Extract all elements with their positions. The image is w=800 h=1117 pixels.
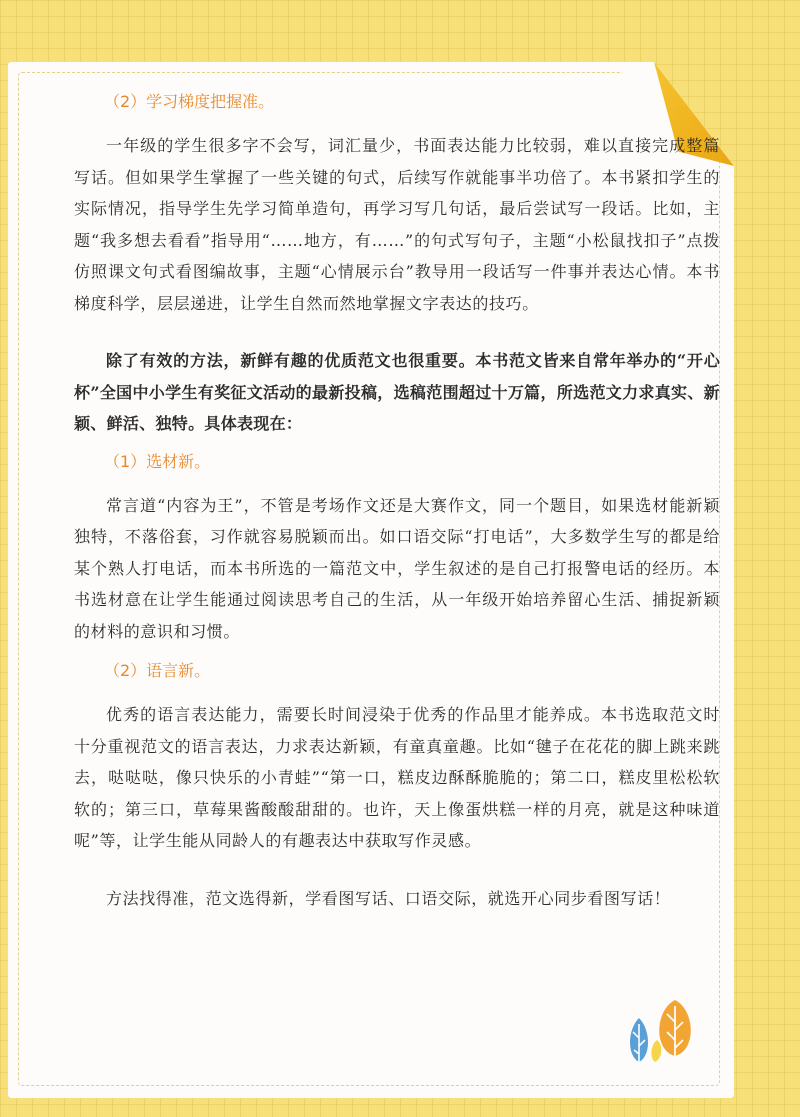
body-paragraph: 优秀的语言表达能力，需要长时间浸染于优秀的作品里才能养成。本书选取范文时十分重视范文的语言表达，力求表达新颖，有童真童趣。比如“毽子在花花的脚上跳来跳去，哒哒哒，像只快乐的小青蛙”“第一口，糕皮边酥酥脆脆的；第二口，糕皮里松松软软的；第三口，草莓果酱酸酸甜甜的。也许，天上像蛋烘糕一样的月亮，就是这种味道呢”等，让学生能从同龄人的有趣表达中获取写作灵感。 <box>74 705 720 850</box>
body-paragraph: 一年级的学生很多字不会写，词汇量少，书面表达能力比较弱，难以直接完成整篇写话。但如果学生掌握了一些关键的句式，后续写作就能事半功倍了。本书紧扣学生的实际情况，指导学生先学习简单造句，再学习写几句话，最后尝试写一段话。比如，主题“我多想去看看”指导用“……地方，有……”的句式写句子，主题“小松鼠找扣子”点拨仿照课文句式看图编故事，主题“心情展示台”教导用一段话写一件事并表达心情。本书梯度科学，层层递进，让学生自然而然地掌握文字表达的技巧。 <box>74 136 720 313</box>
section-heading: （2）学习梯度把握准。 <box>104 92 275 111</box>
text-content <box>74 88 720 914</box>
section-heading: （2）语言新。 <box>104 661 211 680</box>
intro-paragraph-bold: 除了有效的方法，新鲜有趣的优质范文也很重要。本书范文皆来自常年举办的“开心杯”全国中小学生有奖征文活动的最新投稿，选稿范围超过十万篇，所选范文力求真实、新颖、鲜活、独特。具体表现在： <box>74 351 720 433</box>
body-paragraph: 常言道“内容为王”，不管是考场作文还是大赛作文，同一个题目，如果选材能新颖独特，不落俗套，习作就容易脱颖而出。如口语交际“打电话”，大多数学生写的都是给某个熟人打电话，而本书所选的一篇范文中，学生叙述的是自己打报警电话的经历。本书选材意在让学生能通过阅读思考自己的生活，从一年级开始培养留心生活、捕捉新颖的材料的意识和习惯。 <box>74 495 720 641</box>
closing-paragraph: 方法找得准，范文选得新，学看图写话、口语交际，就选开心同步看图写话！ <box>106 888 671 908</box>
trees-illustration-icon <box>625 1000 705 1066</box>
section-heading: （1）选材新。 <box>104 451 211 471</box>
